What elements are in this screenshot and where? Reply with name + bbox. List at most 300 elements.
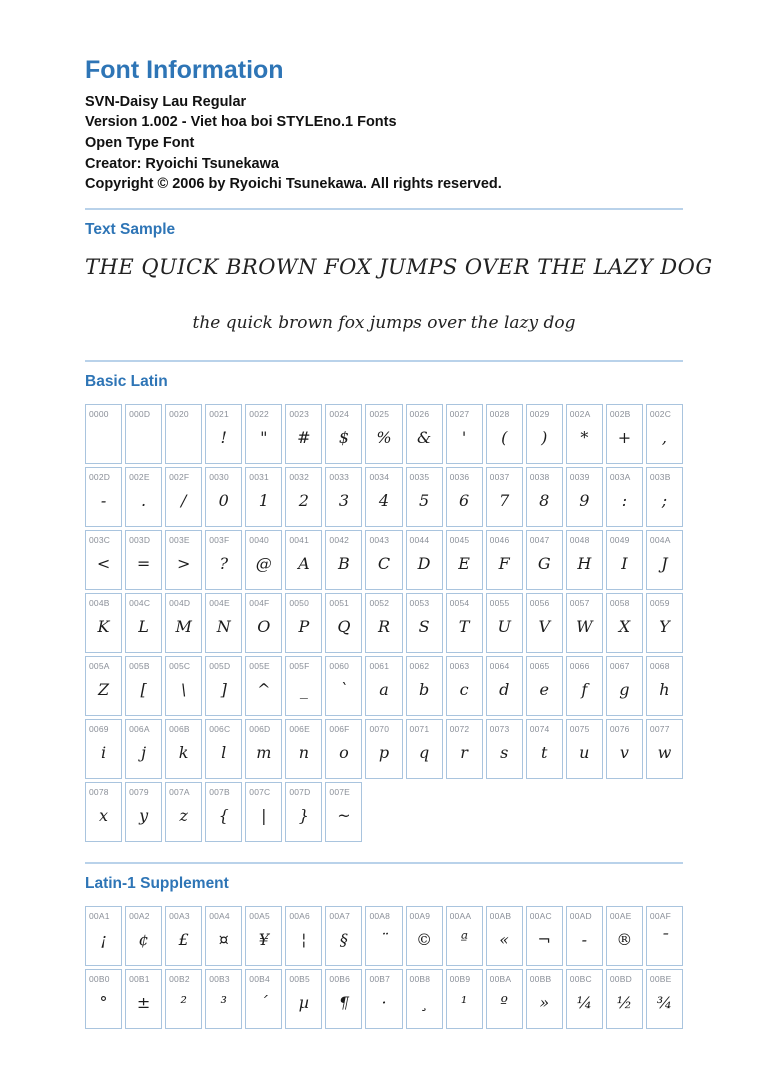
codepoint-label: 00B2 bbox=[169, 973, 190, 984]
font-name: SVN-Daisy Lau Regular bbox=[85, 93, 247, 110]
glyph-cell bbox=[526, 969, 563, 1029]
glyph-cell bbox=[406, 719, 443, 779]
glyph-cell bbox=[365, 969, 402, 1029]
codepoint-label: 005B bbox=[129, 660, 150, 671]
codepoint-label: 0043 bbox=[369, 534, 390, 545]
glyph-sample bbox=[86, 419, 121, 463]
glyph-cell bbox=[606, 719, 643, 779]
glyph-cell bbox=[646, 530, 683, 590]
glyph-sample: & bbox=[416, 428, 432, 448]
glyph-cell bbox=[526, 530, 563, 590]
glyph-cell bbox=[245, 719, 282, 779]
glyph-cell bbox=[566, 530, 603, 590]
glyph-sample: { bbox=[218, 806, 229, 826]
glyph-cell bbox=[205, 530, 242, 590]
codepoint-label: 00BD bbox=[609, 973, 632, 984]
sample-text-uppercase: THE QUICK BROWN FOX JUMPS OVER THE LAZY DOG bbox=[85, 254, 713, 279]
text-sample-heading: Text Sample bbox=[85, 220, 176, 238]
glyph-cell bbox=[406, 530, 443, 590]
glyph-sample: F bbox=[498, 554, 510, 574]
glyph-sample: » bbox=[539, 993, 550, 1013]
codepoint-label: 0056 bbox=[529, 597, 550, 608]
glyph-cell bbox=[486, 593, 523, 653]
glyph-sample: " bbox=[260, 428, 268, 448]
glyph-cell bbox=[165, 404, 202, 464]
codepoint-label: 00B7 bbox=[369, 973, 391, 984]
glyph-cell bbox=[566, 404, 603, 464]
glyph-sample: = bbox=[136, 554, 151, 574]
codepoint-label: 0061 bbox=[369, 660, 390, 671]
codepoint-label: 002C bbox=[649, 408, 672, 419]
codepoint-label: 0058 bbox=[609, 597, 630, 608]
glyph-sample: 5 bbox=[418, 491, 430, 511]
codepoint-label: 00AB bbox=[489, 910, 512, 921]
codepoint-label: 0024 bbox=[329, 408, 350, 419]
glyph-sample: D bbox=[417, 554, 431, 574]
glyph-cell bbox=[406, 906, 443, 966]
section-divider bbox=[85, 862, 683, 864]
glyph-sample: R bbox=[377, 617, 391, 637]
glyph-cell bbox=[566, 969, 603, 1029]
codepoint-label: 00B0 bbox=[89, 973, 110, 984]
font-version: Version 1.002 - Viet hoa boi STYLEno.1 Fonts bbox=[85, 114, 397, 131]
codepoint-label: 0057 bbox=[569, 597, 590, 608]
glyph-sample: 8 bbox=[539, 491, 550, 511]
codepoint-label: 0045 bbox=[449, 534, 470, 545]
glyph-sample: d bbox=[499, 680, 510, 700]
codepoint-label: 0053 bbox=[409, 597, 430, 608]
glyph-cell bbox=[165, 782, 202, 842]
glyph-cell bbox=[446, 593, 483, 653]
codepoint-label: 00A6 bbox=[289, 910, 310, 921]
codepoint-label: 002E bbox=[129, 471, 150, 482]
glyph-sample: U bbox=[497, 617, 511, 637]
glyph-sample: / bbox=[180, 491, 187, 511]
font-format: Open Type Font bbox=[85, 134, 195, 151]
glyph-cell bbox=[205, 467, 242, 527]
glyph-sample: . bbox=[141, 491, 147, 511]
glyph-cell bbox=[325, 530, 362, 590]
codepoint-label: 0030 bbox=[209, 471, 229, 482]
glyph-sample: µ bbox=[298, 993, 310, 1013]
glyph-sample: m bbox=[256, 743, 272, 763]
codepoint-label: 00AF bbox=[649, 910, 672, 921]
glyph-sample: ' bbox=[461, 428, 467, 448]
codepoint-label: 002A bbox=[569, 408, 591, 419]
glyph-cell bbox=[646, 467, 683, 527]
glyph-cell bbox=[125, 404, 162, 464]
glyph-sample: º bbox=[500, 993, 508, 1013]
codepoint-label: 00A3 bbox=[169, 910, 190, 921]
glyph-sample: f bbox=[581, 680, 588, 700]
codepoint-label: 007D bbox=[289, 786, 311, 797]
glyph-sample: y bbox=[139, 806, 149, 826]
codepoint-label: 0079 bbox=[129, 786, 149, 797]
codepoint-label: 0064 bbox=[489, 660, 510, 671]
glyph-cell bbox=[285, 719, 322, 779]
codepoint-label: 0021 bbox=[209, 408, 229, 419]
glyph-cell bbox=[406, 656, 443, 716]
glyph-sample: § bbox=[339, 930, 348, 950]
codepoint-label: 003C bbox=[89, 534, 111, 545]
glyph-sample: ² bbox=[180, 993, 187, 1013]
glyph-cell bbox=[526, 656, 563, 716]
codepoint-label: 006F bbox=[329, 723, 350, 734]
codepoint-label: 002B bbox=[609, 408, 631, 419]
codepoint-label: 004B bbox=[89, 597, 110, 608]
glyph-cell bbox=[165, 906, 202, 966]
glyph-sample: I bbox=[621, 554, 628, 574]
codepoint-label: 00AD bbox=[569, 910, 592, 921]
glyph-cell bbox=[446, 467, 483, 527]
glyph-cell bbox=[486, 530, 523, 590]
glyph-cell bbox=[606, 530, 643, 590]
glyph-cell bbox=[205, 782, 242, 842]
codepoint-label: 006E bbox=[289, 723, 310, 734]
codepoint-label: 00BE bbox=[649, 973, 672, 984]
glyph-cell bbox=[285, 656, 322, 716]
glyph-sample: * bbox=[580, 428, 589, 448]
glyph-cell bbox=[205, 593, 242, 653]
codepoint-label: 005D bbox=[209, 660, 231, 671]
glyph-cell bbox=[325, 404, 362, 464]
codepoint-label: 0041 bbox=[289, 534, 310, 545]
glyph-sample: - bbox=[100, 491, 107, 511]
glyph-sample: ¤ bbox=[218, 930, 229, 950]
glyph-sample: ° bbox=[99, 993, 108, 1013]
glyph-sample bbox=[166, 419, 201, 463]
glyph-sample: ^ bbox=[257, 680, 271, 700]
glyph-sample: 0 bbox=[218, 491, 229, 511]
codepoint-label: 006A bbox=[129, 723, 150, 734]
glyph-sample: : bbox=[621, 491, 628, 511]
codepoint-label: 0073 bbox=[489, 723, 510, 734]
glyph-sample: i bbox=[100, 743, 107, 763]
codepoint-label: 005C bbox=[169, 660, 191, 671]
glyph-sample: ¶ bbox=[338, 993, 350, 1013]
glyph-sample: B bbox=[338, 554, 350, 574]
glyph-cell bbox=[526, 404, 563, 464]
glyph-cell bbox=[606, 656, 643, 716]
codepoint-label: 00BB bbox=[529, 973, 552, 984]
codepoint-label: 0028 bbox=[489, 408, 510, 419]
codepoint-label: 0023 bbox=[289, 408, 310, 419]
glyph-sample: J bbox=[661, 554, 668, 574]
glyph-cell bbox=[325, 719, 362, 779]
codepoint-label: 004D bbox=[169, 597, 191, 608]
codepoint-label: 005A bbox=[89, 660, 110, 671]
glyph-cell bbox=[165, 593, 202, 653]
glyph-cell bbox=[446, 906, 483, 966]
glyph-sample: ; bbox=[661, 491, 668, 511]
glyph-cell bbox=[325, 593, 362, 653]
codepoint-label: 004F bbox=[249, 597, 270, 608]
glyph-sample: · bbox=[381, 993, 387, 1013]
glyph-sample: E bbox=[458, 554, 470, 574]
glyph-cell bbox=[125, 782, 162, 842]
latin1-supplement-heading: Latin-1 Supplement bbox=[85, 874, 229, 892]
glyph-sample: j bbox=[141, 743, 147, 763]
glyph-sample: ³ bbox=[220, 993, 227, 1013]
codepoint-label: 0036 bbox=[449, 471, 470, 482]
glyph-sample: ! bbox=[220, 428, 227, 448]
codepoint-label: 0054 bbox=[449, 597, 470, 608]
glyph-cell bbox=[85, 530, 122, 590]
codepoint-label: 00AE bbox=[609, 910, 632, 921]
glyph-cell bbox=[205, 906, 242, 966]
glyph-sample: g bbox=[619, 680, 630, 700]
glyph-cell bbox=[285, 782, 322, 842]
glyph-sample: L bbox=[138, 617, 149, 637]
codepoint-label: 0074 bbox=[529, 723, 550, 734]
spacer bbox=[85, 333, 683, 347]
codepoint-label: 002D bbox=[89, 471, 111, 482]
glyph-cell bbox=[205, 656, 242, 716]
glyph-sample: ´ bbox=[259, 993, 268, 1013]
glyph-sample: v bbox=[619, 743, 629, 763]
glyph-sample: , bbox=[661, 428, 667, 448]
glyph-sample: M bbox=[175, 617, 192, 637]
glyph-sample: X bbox=[618, 617, 631, 637]
codepoint-label: 0035 bbox=[409, 471, 430, 482]
glyph-sample: ® bbox=[616, 930, 633, 950]
codepoint-label: 007C bbox=[249, 786, 271, 797]
glyph-cell bbox=[325, 656, 362, 716]
codepoint-label: 00A7 bbox=[329, 910, 351, 921]
glyph-sample: 7 bbox=[499, 491, 510, 511]
glyph-sample: t bbox=[541, 743, 548, 763]
codepoint-label: 00A4 bbox=[209, 910, 230, 921]
glyph-cell bbox=[566, 906, 603, 966]
glyph-sample: P bbox=[298, 617, 310, 637]
glyph-sample: ¢ bbox=[138, 930, 149, 950]
glyph-cell bbox=[646, 719, 683, 779]
glyph-sample: ¬ bbox=[537, 930, 551, 950]
glyph-cell bbox=[606, 404, 643, 464]
page-title: Font Information bbox=[85, 56, 284, 84]
glyph-sample: 4 bbox=[378, 491, 390, 511]
codepoint-label: 0062 bbox=[409, 660, 430, 671]
glyph-cell bbox=[245, 656, 282, 716]
glyph-cell bbox=[325, 782, 362, 842]
basic-latin-heading: Basic Latin bbox=[85, 372, 168, 390]
codepoint-label: 0026 bbox=[409, 408, 430, 419]
codepoint-label: 00B6 bbox=[329, 973, 351, 984]
codepoint-label: 00A9 bbox=[409, 910, 431, 921]
codepoint-label: 0020 bbox=[169, 408, 189, 419]
codepoint-label: 0076 bbox=[609, 723, 630, 734]
glyph-sample: < bbox=[96, 554, 111, 574]
glyph-cell bbox=[125, 906, 162, 966]
codepoint-label: 00BC bbox=[569, 973, 592, 984]
glyph-cell bbox=[486, 719, 523, 779]
glyph-sample: s bbox=[500, 743, 509, 763]
glyph-cell bbox=[85, 719, 122, 779]
glyph-cell bbox=[365, 719, 402, 779]
codepoint-label: 006D bbox=[249, 723, 271, 734]
codepoint-label: 006C bbox=[209, 723, 231, 734]
glyph-cell bbox=[365, 593, 402, 653]
glyph-sample: c bbox=[459, 680, 469, 700]
glyph-sample: 9 bbox=[579, 491, 590, 511]
codepoint-label: 00B1 bbox=[129, 973, 150, 984]
codepoint-label: 0038 bbox=[529, 471, 550, 482]
glyph-sample: \ bbox=[180, 680, 187, 700]
codepoint-label: 004C bbox=[129, 597, 151, 608]
glyph-sample: % bbox=[376, 428, 392, 448]
glyph-sample: x bbox=[99, 806, 109, 826]
codepoint-label: 00B3 bbox=[209, 973, 230, 984]
latin1-supplement-glyph-table bbox=[85, 906, 683, 1029]
glyph-cell bbox=[85, 467, 122, 527]
glyph-sample: 1 bbox=[258, 491, 269, 511]
codepoint-label: 0046 bbox=[489, 534, 510, 545]
codepoint-label: 004A bbox=[649, 534, 671, 545]
glyph-sample: 2 bbox=[298, 491, 309, 511]
codepoint-label: 007B bbox=[209, 786, 230, 797]
codepoint-label: 00BA bbox=[489, 973, 512, 984]
codepoint-label: 007A bbox=[169, 786, 190, 797]
codepoint-label: 0066 bbox=[569, 660, 590, 671]
glyph-sample: _ bbox=[299, 680, 308, 700]
glyph-cell bbox=[245, 906, 282, 966]
codepoint-label: 0025 bbox=[369, 408, 390, 419]
glyph-sample: ¦ bbox=[301, 930, 307, 950]
glyph-sample: e bbox=[539, 680, 549, 700]
glyph-sample: H bbox=[577, 554, 592, 574]
codepoint-label: 0060 bbox=[329, 660, 350, 671]
glyph-sample: | bbox=[261, 806, 267, 826]
codepoint-label: 0071 bbox=[409, 723, 430, 734]
codepoint-label: 0055 bbox=[489, 597, 510, 608]
glyph-cell bbox=[486, 969, 523, 1029]
glyph-sample: p bbox=[378, 743, 390, 763]
glyph-sample: ) bbox=[541, 428, 548, 448]
glyph-sample: ( bbox=[501, 428, 508, 448]
glyph-cell bbox=[285, 969, 322, 1029]
glyph-cell bbox=[125, 656, 162, 716]
glyph-sample: 6 bbox=[459, 491, 470, 511]
glyph-cell bbox=[606, 906, 643, 966]
glyph-cell bbox=[646, 593, 683, 653]
glyph-cell bbox=[486, 906, 523, 966]
glyph-cell bbox=[446, 656, 483, 716]
glyph-cell bbox=[245, 404, 282, 464]
codepoint-label: 0049 bbox=[609, 534, 630, 545]
glyph-cell bbox=[285, 593, 322, 653]
font-copyright: Copyright © 2006 by Ryoichi Tsunekawa. All rights reserved. bbox=[85, 176, 502, 193]
glyph-cell bbox=[85, 782, 122, 842]
font-creator: Creator: Ryoichi Tsunekawa bbox=[85, 155, 279, 172]
glyph-cell bbox=[486, 656, 523, 716]
glyph-cell bbox=[365, 467, 402, 527]
glyph-sample: ½ bbox=[616, 993, 633, 1013]
glyph-sample: « bbox=[499, 930, 510, 950]
glyph-cell bbox=[165, 467, 202, 527]
codepoint-label: 0070 bbox=[369, 723, 390, 734]
glyph-sample: ¾ bbox=[656, 993, 673, 1013]
glyph-sample: A bbox=[298, 554, 310, 574]
glyph-sample bbox=[126, 419, 161, 463]
codepoint-label: 00B4 bbox=[249, 973, 270, 984]
glyph-cell bbox=[85, 969, 122, 1029]
glyph-sample: © bbox=[416, 930, 433, 950]
codepoint-label: 003B bbox=[649, 471, 671, 482]
codepoint-label: 00A8 bbox=[369, 910, 391, 921]
glyph-sample: u bbox=[579, 743, 590, 763]
glyph-cell bbox=[406, 404, 443, 464]
glyph-cell bbox=[646, 906, 683, 966]
basic-latin-glyph-table bbox=[85, 404, 683, 842]
glyph-cell bbox=[646, 969, 683, 1029]
glyph-cell bbox=[245, 593, 282, 653]
codepoint-label: 004E bbox=[209, 597, 230, 608]
glyph-cell bbox=[285, 906, 322, 966]
codepoint-label: 00AC bbox=[529, 910, 552, 921]
glyph-cell bbox=[85, 906, 122, 966]
font-metadata bbox=[85, 92, 683, 195]
sample-text-lowercase: the quick brown fox jumps over the lazy dog bbox=[192, 312, 576, 333]
codepoint-label: 005F bbox=[289, 660, 310, 671]
glyph-cell bbox=[285, 530, 322, 590]
glyph-sample: + bbox=[617, 428, 632, 448]
glyph-cell bbox=[486, 404, 523, 464]
codepoint-label: 006B bbox=[169, 723, 190, 734]
glyph-sample: k bbox=[178, 743, 189, 763]
codepoint-label: 0063 bbox=[449, 660, 470, 671]
codepoint-label: 00B5 bbox=[289, 973, 310, 984]
glyph-sample: ] bbox=[220, 680, 227, 700]
glyph-cell bbox=[285, 404, 322, 464]
codepoint-label: 00A2 bbox=[129, 910, 150, 921]
glyph-sample: O bbox=[257, 617, 271, 637]
codepoint-label: 00A5 bbox=[249, 910, 270, 921]
glyph-sample: ¸ bbox=[420, 993, 429, 1013]
glyph-cell bbox=[526, 906, 563, 966]
glyph-cell bbox=[406, 969, 443, 1029]
glyph-sample: [ bbox=[140, 680, 147, 700]
codepoint-label: 0031 bbox=[249, 471, 269, 482]
codepoint-label: 00AA bbox=[449, 910, 472, 921]
glyph-cell bbox=[446, 719, 483, 779]
codepoint-label: 0052 bbox=[369, 597, 390, 608]
codepoint-label: 0077 bbox=[649, 723, 670, 734]
glyph-sample: n bbox=[298, 743, 310, 763]
codepoint-label: 0075 bbox=[569, 723, 590, 734]
codepoint-label: 0067 bbox=[609, 660, 630, 671]
codepoint-label: 0051 bbox=[329, 597, 350, 608]
codepoint-label: 0047 bbox=[529, 534, 550, 545]
codepoint-label: 0065 bbox=[529, 660, 550, 671]
glyph-cell bbox=[245, 467, 282, 527]
glyph-cell bbox=[365, 530, 402, 590]
codepoint-label: 0068 bbox=[649, 660, 670, 671]
glyph-sample: 3 bbox=[338, 491, 350, 511]
glyph-cell bbox=[245, 969, 282, 1029]
glyph-cell bbox=[125, 593, 162, 653]
glyph-cell bbox=[285, 467, 322, 527]
glyph-cell bbox=[526, 593, 563, 653]
glyph-sample: Q bbox=[337, 617, 351, 637]
glyph-cell bbox=[606, 593, 643, 653]
glyph-cell bbox=[205, 719, 242, 779]
glyph-sample: ¡ bbox=[100, 930, 107, 950]
glyph-sample: ¥ bbox=[258, 930, 269, 950]
glyph-cell bbox=[205, 969, 242, 1029]
glyph-cell bbox=[646, 404, 683, 464]
section-divider bbox=[85, 208, 683, 210]
glyph-cell bbox=[365, 404, 402, 464]
